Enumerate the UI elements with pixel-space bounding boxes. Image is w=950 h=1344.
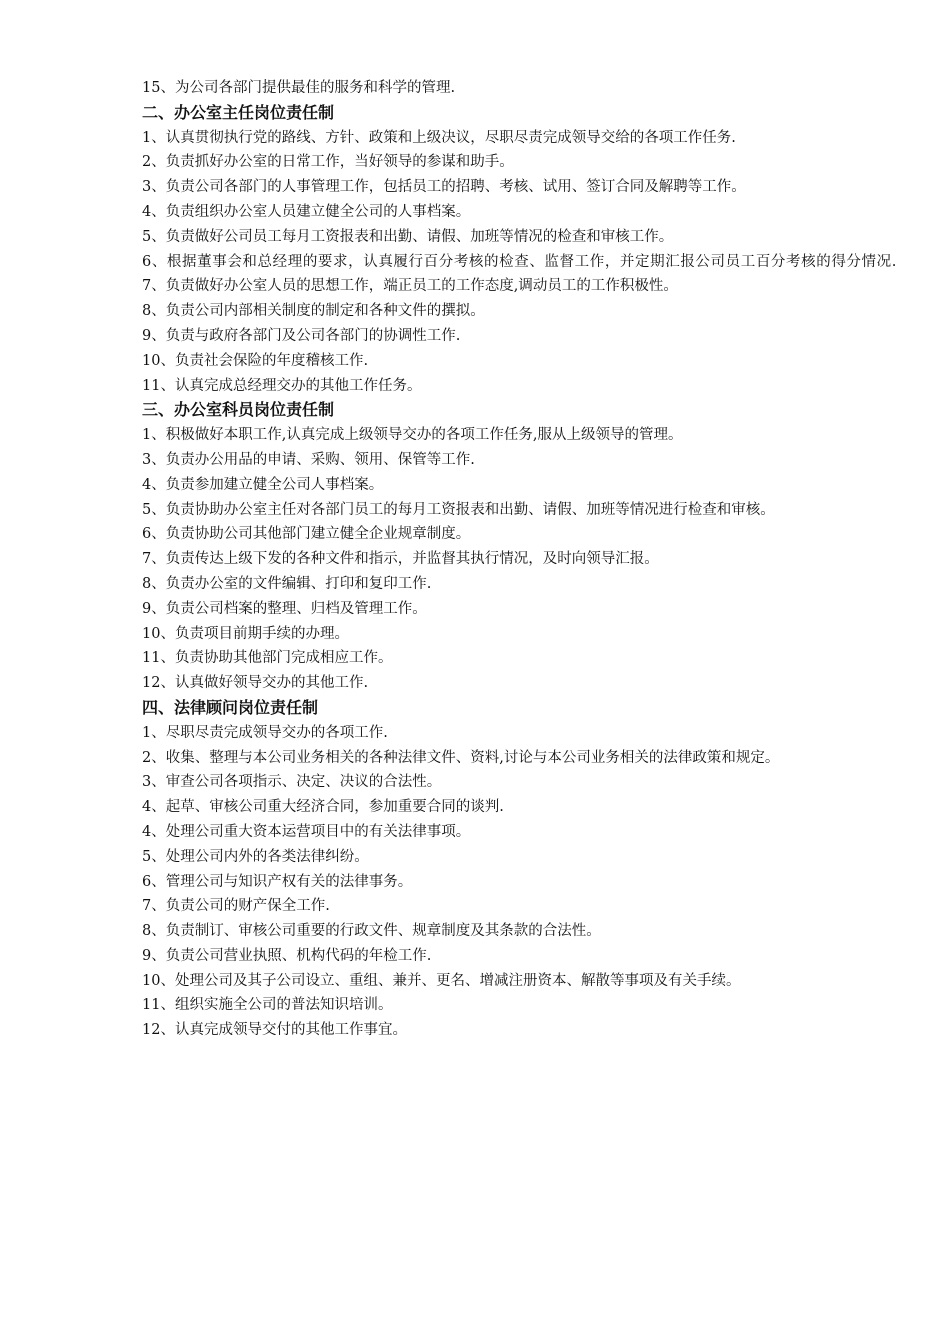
list-item: 15、为公司各部门提供最佳的服务和科学的管理. — [142, 80, 456, 96]
list-item: 2、收集、整理与本公司业务相关的各种法律文件、资料,讨论与本公司业务相关的法律政策和规定。 — [142, 749, 780, 766]
list-item: 5、负责做好公司员工每月工资报表和出勤、请假、加班等情况的检查和审核工作。 — [142, 228, 674, 245]
list-item: 11、组织实施全公司的普法知识培训。 — [142, 997, 393, 1014]
list-item: 1、认真贯彻执行党的路线、方针、政策和上级决议，尽职尽责完成领导交给的各项工作任务. — [142, 129, 736, 146]
list-item: 1、尽职尽责完成领导交办的各项工作. — [142, 724, 388, 741]
list-item: 5、处理公司内外的各类法律纠纷。 — [142, 848, 369, 865]
list-item: 5、负责协助办公室主任对各部门员工的每月工资报表和出勤、请假、加班等情况进行检查和审核。 — [142, 501, 775, 518]
section-heading-office-clerk: 三、办公室科员岗位责任制 — [142, 400, 335, 420]
list-item: 10、处理公司及其子公司设立、重组、兼并、更名、增减注册资本、解散等事项及有关手续。 — [142, 972, 741, 989]
list-item: 7、负责传达上级下发的各种文件和指示，并监督其执行情况，及时向领导汇报。 — [142, 551, 659, 568]
list-item: 6、管理公司与知识产权有关的法律事务。 — [142, 873, 413, 890]
list-item: 8、负责办公室的文件编辑、打印和复印工作. — [142, 575, 432, 592]
list-item: 9、负责公司档案的整理、归档及管理工作。 — [142, 600, 427, 617]
list-item: 4、负责参加建立健全公司人事档案。 — [142, 476, 384, 493]
list-item: 7、负责做好办公室人员的思想工作，端正员工的工作态度,调动员工的工作积极性。 — [142, 278, 678, 295]
list-item: 4、负责组织办公室人员建立健全公司的人事档案。 — [142, 203, 471, 220]
list-item: 10、负责社会保险的年度稽核工作. — [142, 352, 369, 369]
list-item: 12、认真完成领导交付的其他工作事宜。 — [142, 1022, 407, 1039]
list-item: 3、负责办公用品的申请、采购、领用、保管等工作. — [142, 451, 475, 468]
list-item: 6、负责协助公司其他部门建立健全企业规章制度。 — [142, 526, 471, 543]
list-item: 2、负责抓好办公室的日常工作，当好领导的参谋和助手。 — [142, 154, 514, 171]
list-item: 3、负责公司各部门的人事管理工作，包括员工的招聘、考核、试用、签订合同及解聘等工作。 — [142, 179, 746, 196]
list-item: 11、认真完成总经理交办的其他工作任务。 — [142, 377, 422, 394]
list-item: 3、审查公司各项指示、决定、决议的合法性。 — [142, 774, 442, 791]
list-item: 1、积极做好本职工作,认真完成上级领导交办的各项工作任务,服从上级领导的管理。 — [142, 427, 683, 444]
list-item: 4、处理公司重大资本运营项目中的有关法律事项。 — [142, 823, 471, 840]
list-item: 12、认真做好领导交办的其他工作. — [142, 675, 369, 692]
list-item: 6、根据董事会和总经理的要求，认真履行百分考核的检查、监督工作，并定期汇报公司员工百分考核的得分情况. — [142, 253, 897, 270]
list-item: 8、负责制订、审核公司重要的行政文件、规章制度及其条款的合法性。 — [142, 923, 601, 940]
section-heading-legal-advisor: 四、法律顾问岗位责任制 — [142, 697, 319, 717]
list-item: 9、负责公司营业执照、机构代码的年检工作. — [142, 947, 432, 964]
list-item: 8、负责公司内部相关制度的制定和各种文件的撰拟。 — [142, 303, 485, 320]
list-item: 4、起草、审核公司重大经济合同，参加重要合同的谈判. — [142, 799, 504, 816]
list-item: 7、负责公司的财产保全工作. — [142, 898, 330, 915]
section-heading-office-director: 二、办公室主任岗位责任制 — [142, 102, 335, 122]
list-item: 9、负责与政府各部门及公司各部门的协调性工作. — [142, 327, 461, 344]
list-item: 10、负责项目前期手续的办理。 — [142, 625, 349, 642]
list-item: 11、负责协助其他部门完成相应工作。 — [142, 650, 393, 667]
document-body — [108, 76, 898, 1043]
